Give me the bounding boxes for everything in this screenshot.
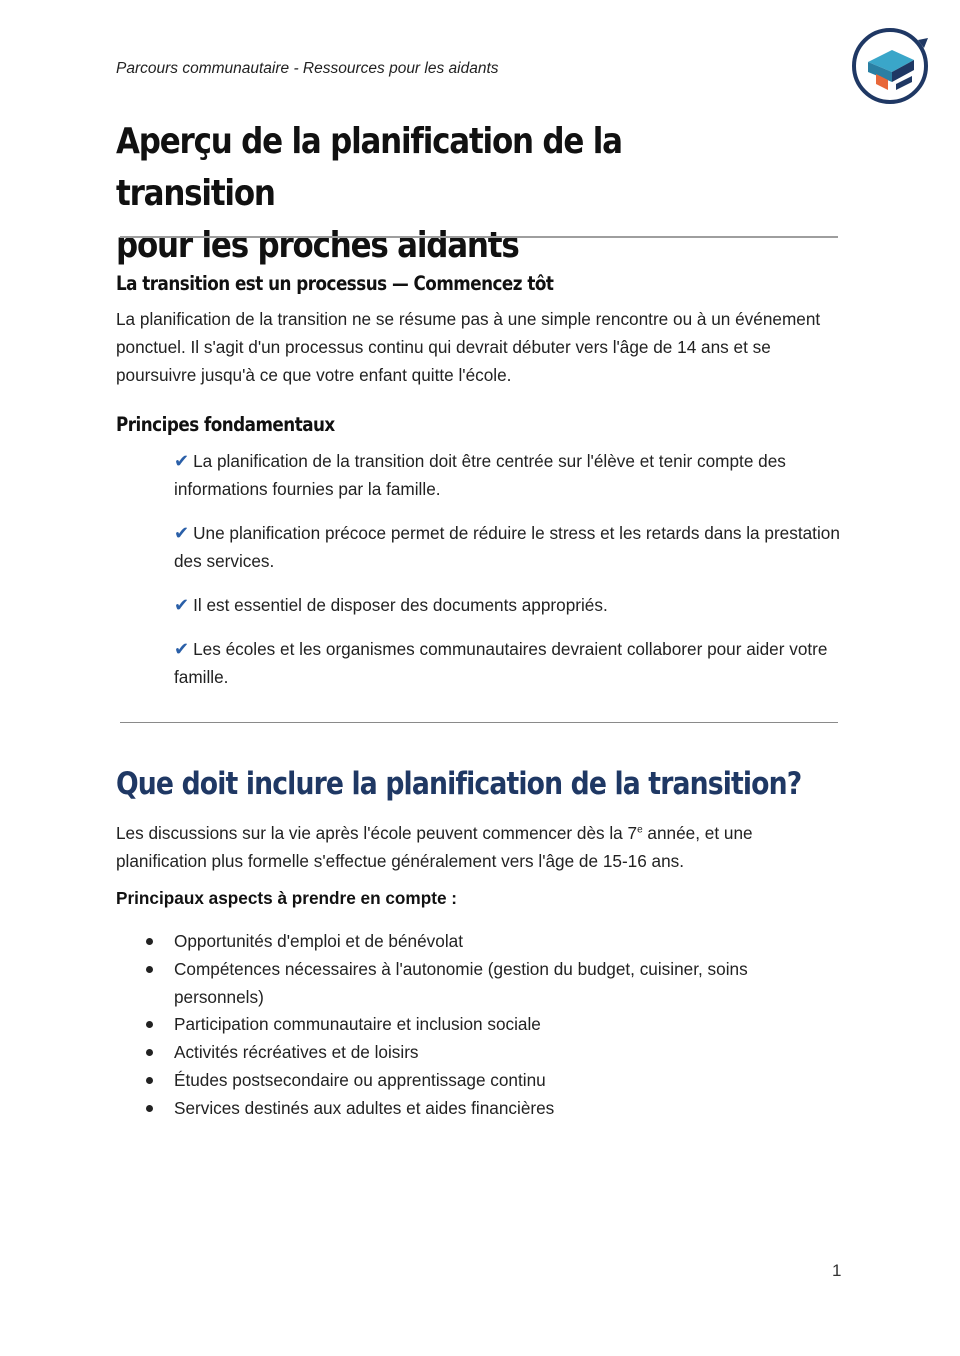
checkmark-icon: ✔ [174, 523, 190, 543]
title-line-1: Aperçu de la planification de la transition [116, 121, 622, 214]
page-number: 1 [832, 1261, 842, 1280]
list-item: Participation communautaire et inclusion sociale [174, 1011, 834, 1039]
checkmark-icon: ✔ [174, 451, 190, 471]
principle-item: ✔ Une planification précoce permet de réduire le stress et les retards dans la prestation des services. [174, 523, 840, 571]
title-line-2: pour les proches aidants [116, 225, 519, 266]
aspects-list [174, 928, 834, 1123]
running-header: Parcours communautaire - Ressources pour les aidants [116, 60, 499, 77]
principle-item: ✔ Les écoles et les organismes communautaires devraient collaborer pour aider votre famille. [174, 639, 828, 687]
section-divider [120, 722, 838, 723]
organization-logo [848, 24, 932, 108]
list-item: Opportunités d'emploi et de bénévolat [174, 928, 834, 956]
document-title [116, 116, 752, 272]
principle-item: ✔ Il est essentiel de disposer des documents appropriés. [174, 595, 608, 615]
checkmark-icon: ✔ [174, 639, 190, 659]
checkmark-icon: ✔ [174, 595, 190, 615]
list-item: Activités récréatives et de loisirs [174, 1039, 834, 1067]
list-item: Services destinés aux adultes et aides financières [174, 1095, 834, 1123]
title-divider [120, 236, 838, 238]
principles-list [174, 447, 844, 707]
section-heading-planning: Que doit inclure la planification de la transition? [116, 766, 802, 802]
section-body-process: La planification de la transition ne se résume pas à une simple rencontre ou à un événement ponctuel. Il s'agit d'un processus continu qui devrait débuter vers l'âge de 14 ans et se poursuivre jusqu'à ce que votre enfant quitte l'école. [116, 309, 821, 385]
list-item: Études postsecondaire ou apprentissage continu [174, 1067, 834, 1095]
principles-heading: Principes fondamentaux [116, 413, 335, 436]
principle-item: ✔ La planification de la transition doit être centrée sur l'élève et tenir compte des informations fournies par la famille. [174, 451, 786, 499]
aspects-label: Principaux aspects à prendre en compte : [116, 888, 457, 908]
section-heading-process: La transition est un processus — Commencez tôt [116, 272, 554, 295]
planning-intro: Les discussions sur la vie après l'école peuvent commencer dès la 7e année, et une planification plus formelle s'effectue généralement vers l'âge de 15-16 ans. [116, 823, 753, 871]
list-item: Compétences nécessaires à l'autonomie (gestion du budget, cuisiner, soins personnels) [174, 956, 834, 1012]
ordinal-superscript: e [637, 824, 643, 836]
